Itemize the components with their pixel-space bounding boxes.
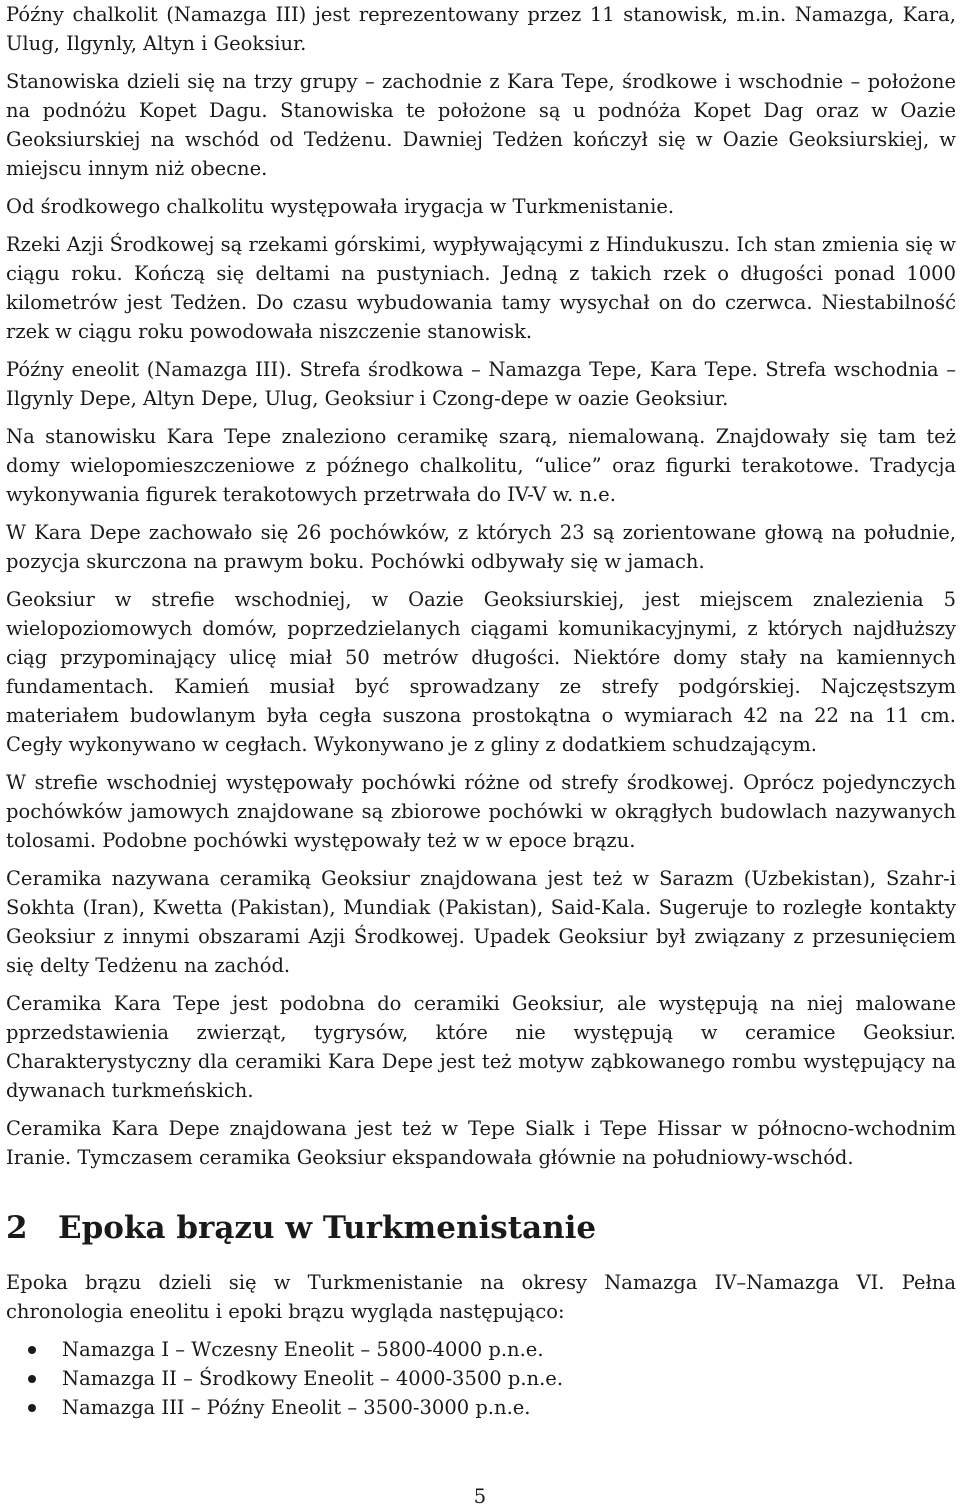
list-item xyxy=(6,1335,956,1364)
paragraph: Ceramika Kara Tepe jest podobna do ceramiki Geoksiur, ale występują na niej malowane pprzedstawienia zwierząt, tygrysów, które nie występują w ceramice Geoksiur. Charakterystyczny dla ceramiki Kara Depe jest też motyw ząbkowanego rombu występujący na dywanach turkmeńskich. xyxy=(6,992,956,1102)
list-item xyxy=(6,1393,956,1422)
paragraph: W Kara Depe zachowało się 26 pochówków, z których 23 są zorientowane głową na południe, pozycja skurczona na prawym boku. Pochówki odbywały się w jamach. xyxy=(6,521,956,573)
paragraph: Ceramika Kara Depe znajdowana jest też w Tepe Sialk i Tepe Hissar w północno-wchodnim Iranie. Tymczasem ceramika Geoksiur ekspandowała głównie na południowy-wschód. xyxy=(6,1117,956,1169)
page-number: 5 xyxy=(473,1485,487,1508)
section-title: Epoka brązu w Turkmenistanie xyxy=(58,1210,597,1246)
body-text xyxy=(6,0,956,1422)
paragraph: Geoksiur w strefie wschodniej, w Oazie Geoksiurskiej, jest miejscem znalezienia 5 wielopoziomowych domów, poprzedzielanych ciągami komunikacyjnymi, z których najdłuższy ciąg przypominający ulicę miał 50 metrów długości. Niektóre domy stały na kamiennych fundamentach. Kamień musiał być sprowadzany ze strefy podgórskiej. Najczęstszym materiałem budowlanym była cegła suszona prostokątna o wymiarach 42 na 22 na 11 cm. Cegły wykonywano w cegłach. Wykonywano je z gliny z dodatkiem schudzającym. xyxy=(6,588,956,756)
bullet-list xyxy=(6,1335,956,1422)
list-item-text: Namazga II – Środkowy Eneolit – 4000-3500 p.n.e. xyxy=(62,1367,564,1390)
list-item-text: Namazga I – Wczesny Eneolit – 5800-4000 p.n.e. xyxy=(62,1338,544,1361)
list-item xyxy=(6,1364,956,1393)
paragraph: Stanowiska dzieli się na trzy grupy – zachodnie z Kara Tepe, środkowe i wschodnie – położone na podnóżu Kopet Dagu. Stanowiska te położone są u podnóża Kopet Dag oraz w Oazie Geoksiurskiej na wschód od Tedżenu. Dawniej Tedżen kończył się w Oazie Geoksiurskiej, w miejscu innym niż obecne. xyxy=(6,70,956,180)
paragraph: Na stanowisku Kara Tepe znaleziono ceramikę szarą, niemalowaną. Znajdowały się tam też domy wielopomieszczeniowe z późnego chalkolitu, “ulice” oraz figurki terakotowe. Tradycja wykonywania figurek terakotowych przetrwała do IV-V w. n.e. xyxy=(6,425,956,506)
paragraph: Późny eneolit (Namazga III). Strefa środkowa – Namazga Tepe, Kara Tepe. Strefa wschodnia – Ilgynly Depe, Altyn Depe, Ulug, Geoksiur i Czong-depe w oazie Geoksiur. xyxy=(6,358,956,410)
list-item-text: Namazga III – Późny Eneolit – 3500-3000 p.n.e. xyxy=(62,1396,531,1419)
bullet-icon xyxy=(28,1375,36,1383)
paragraph: Od środkowego chalkolitu występowała irygacja w Turkmenistanie. xyxy=(6,195,675,218)
bullet-icon xyxy=(28,1404,36,1412)
section-heading xyxy=(6,1208,956,1248)
paragraph: Późny chalkolit (Namazga III) jest reprezentowany przez 11 stanowisk, m.in. Namazga, Kara, Ulug, Ilgynly, Altyn i Geoksiur. xyxy=(6,3,956,55)
section-intro: Epoka brązu dzieli się w Turkmenistanie na okresy Namazga IV–Namazga VI. Pełna chronologia eneolitu i epoki brązu wygląda następująco: xyxy=(6,1271,956,1323)
section-number: 2 xyxy=(6,1210,28,1246)
paragraph: W strefie wschodniej występowały pochówki różne od strefy środkowej. Oprócz pojedynczych pochówków jamowych znajdowane są zbiorowe pochówki w okrągłych budowlach nazywanych tolosami. Podobne pochówki występowały też w w epoce brązu. xyxy=(6,771,956,852)
bullet-icon xyxy=(28,1346,36,1354)
paragraph: Ceramika nazywana ceramiką Geoksiur znajdowana jest też w Sarazm (Uzbekistan), Szahr-i Sokhta (Iran), Kwetta (Pakistan), Mundiak (Pakistan), Said-Kala. Sugeruje to rozległe kontakty Geoksiur z innymi obszarami Azji Środkowej. Upadek Geoksiur był związany z przesunięciem się delty Tedżenu na zachód. xyxy=(6,867,956,977)
paragraph: Rzeki Azji Środkowej są rzekami górskimi, wypływającymi z Hindukuszu. Ich stan zmienia się w ciągu roku. Kończą się deltami na pustyniach. Jedną z takich rzek o długości ponad 1000 kilometrów jest Tedżen. Do czasu wybudowania tamy wysychał on do czerwca. Niestabilność rzek w ciągu roku powodowała niszczenie stanowisk. xyxy=(6,233,956,343)
